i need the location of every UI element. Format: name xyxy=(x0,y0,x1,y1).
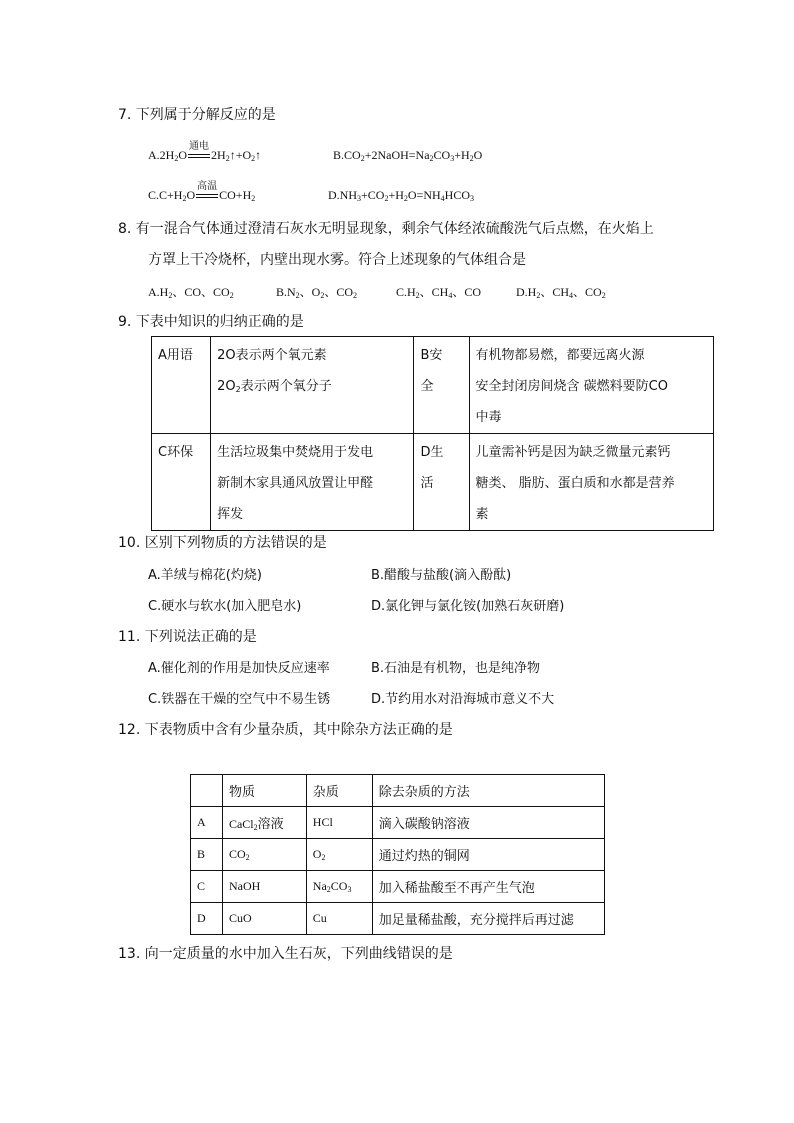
question-8-stem-line2: 方罩上干冷烧杯，内壁出现水雾。符合上述现象的气体组合是 xyxy=(148,252,526,268)
q8-option-b: $B.N_2$、$O_2$、$CO_2$ xyxy=(276,285,358,300)
q9-cell-a-content: 2O表示两个氧元素 $2O_2$表示两个氧分子 xyxy=(211,337,414,434)
column-header: 除去杂质的方法 xyxy=(372,775,604,807)
question-10-stem: 10. 区别下列物质的方法错误的是 xyxy=(118,535,327,551)
column-header: 杂质 xyxy=(306,775,372,807)
row-label: B xyxy=(191,839,223,871)
q11-option-c: C.铁器在干燥的空气中不易生锈 xyxy=(148,692,331,707)
q7-option-a: $A.2H_2O$ 通电 $2H_2↑+O_2↑$ xyxy=(148,141,262,163)
table-row xyxy=(152,434,714,531)
table-row xyxy=(191,807,605,839)
method-cell: 加足量稀盐酸，充分搅拌后再过滤 xyxy=(372,903,604,935)
table-row xyxy=(152,337,714,434)
q7-option-c: $C.C+H_2O$ 高温 $CO+H_2$ xyxy=(148,181,256,203)
method-cell: 加入稀盐酸至不再产生气泡 xyxy=(372,871,604,903)
q9-cell-c-content: 生活垃圾集中焚烧用于发电 新制木家具通风放置让甲醛 挥发 xyxy=(211,434,414,531)
row-label: C xyxy=(191,871,223,903)
substance-cell: NaOH xyxy=(222,871,306,903)
q9-cell-a-label: A用语 xyxy=(152,337,211,434)
q11-option-d: D.节约用水对沿海城市意义不大 xyxy=(371,692,555,707)
impurity-cell: $O_2$ xyxy=(306,839,372,871)
q8-option-d: $D.H_2$、$CH_4$、$CO_2$ xyxy=(516,285,606,300)
substance-cell: CuO xyxy=(222,903,306,935)
column-header xyxy=(191,775,223,807)
question-12-stem: 12. 下表物质中含有少量杂质，其中除杂方法正确的是 xyxy=(118,722,453,738)
substance-cell: CaCl$_2$溶液 xyxy=(222,807,306,839)
table-row xyxy=(191,839,605,871)
q9-cell-b-content: 有机物都易燃，都要远离火源 安全封闭房间烧含 碳燃料要防CO 中毒 xyxy=(469,337,713,434)
q10-option-d: D.氯化钾与氯化铵(加熟石灰研磨) xyxy=(371,599,565,614)
q8-option-a: $A.H_2$、CO、$CO_2$ xyxy=(148,285,234,300)
q11-option-b: B.石油是有机物，也是纯净物 xyxy=(371,661,541,676)
table-row xyxy=(191,903,605,935)
q8-option-c: $C.H_2$、$CH_4$、CO xyxy=(396,285,482,300)
reaction-condition: 通电 xyxy=(187,148,211,163)
impurity-cell: HCl xyxy=(306,807,372,839)
substance-cell: $CO_2$ xyxy=(222,839,306,871)
question-7-stem: 7. 下列属于分解反应的是 xyxy=(118,107,276,123)
q7-option-d: $D.NH_3+CO_2+H_2O=NH_4HCO_3$ xyxy=(328,188,474,203)
q10-option-c: C.硬水与软水(加入肥皂水) xyxy=(148,599,302,614)
reaction-condition: 高温 xyxy=(195,188,219,203)
q9-cell-c-label: C环保 xyxy=(152,434,211,531)
q9-cell-b-label: B安 全 xyxy=(414,337,469,434)
question-11-stem: 11. 下列说法正确的是 xyxy=(118,629,257,645)
q12-table xyxy=(190,774,605,935)
q7-option-b: $B.CO_2+2NaOH=Na_2CO_3+H_2O$ xyxy=(333,148,483,163)
table-row xyxy=(191,871,605,903)
q9-cell-d-content: 儿童需补钙是因为缺乏微量元素钙 糖类、 脂肪、蛋白质和水都是营养 素 xyxy=(469,434,713,531)
question-9-stem: 9. 下表中知识的归纳正确的是 xyxy=(118,314,304,330)
column-header: 物质 xyxy=(222,775,306,807)
table-header-row xyxy=(191,775,605,807)
q10-option-b: B.醋酸与盐酸(滴入酚酞) xyxy=(371,568,512,583)
row-label: D xyxy=(191,903,223,935)
question-13-stem: 13. 向一定质量的水中加入生石灰，下列曲线错误的是 xyxy=(118,946,453,962)
row-label: A xyxy=(191,807,223,839)
gas-arrow-icon: ↑ xyxy=(229,148,236,162)
impurity-cell: $Na_2CO_3$ xyxy=(306,871,372,903)
impurity-cell: Cu xyxy=(306,903,372,935)
question-8-stem-line1: 8. 有一混合气体通过澄清石灰水无明显现象，剩余气体经浓硫酸洗气后点燃，在火焰上 xyxy=(118,221,654,237)
q10-option-a: A.羊绒与棉花(灼烧) xyxy=(148,568,262,583)
method-cell: 滴入碳酸钠溶液 xyxy=(372,807,604,839)
q9-cell-d-label: D生 活 xyxy=(414,434,469,531)
method-cell: 通过灼热的铜网 xyxy=(372,839,604,871)
q9-table xyxy=(151,336,714,531)
q11-option-a: A.催化剂的作用是加快反应速率 xyxy=(148,661,330,676)
gas-arrow-icon: ↑ xyxy=(255,148,262,162)
